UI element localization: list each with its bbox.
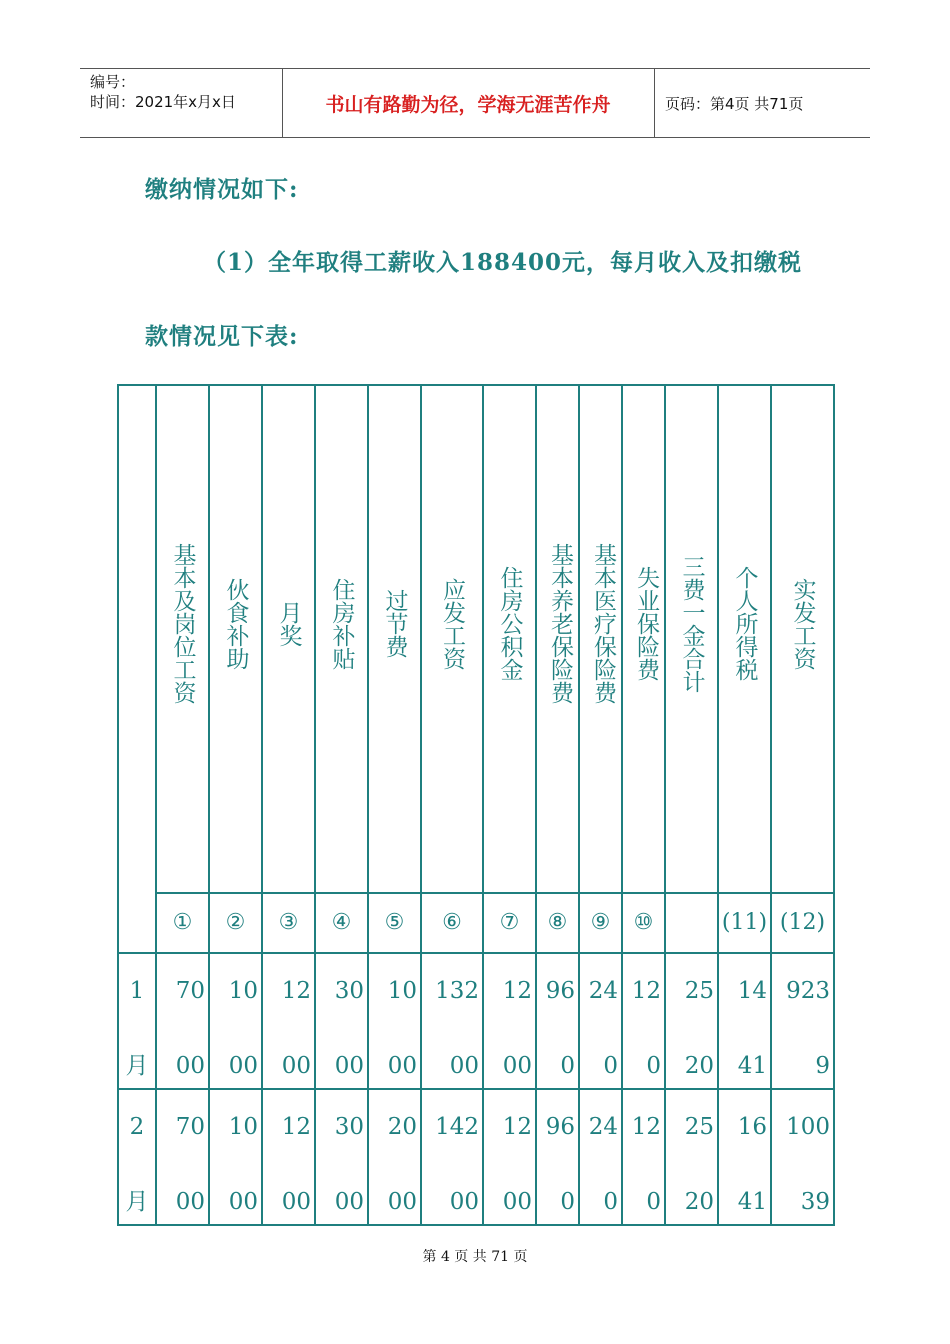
table-cell (368, 953, 421, 1089)
column-header-label: 过节费 (381, 589, 408, 658)
table-cell (368, 1089, 421, 1225)
table-row (118, 1089, 834, 1225)
cell-value-part: 10 (387, 978, 417, 1004)
cell-value-part: 00 (502, 1053, 532, 1079)
column-number: (11) (718, 893, 771, 953)
cell-value-part: 00 (175, 1053, 205, 1079)
column-header-label: 基本养老保险费 (547, 543, 573, 704)
table-cell (421, 953, 483, 1089)
paragraph-line-1: 缴纳情况如下: (145, 176, 299, 203)
table-cell (771, 953, 834, 1089)
cell-value-part: 00 (228, 1053, 258, 1079)
column-number: ⑤ (368, 893, 421, 953)
cell-value-part: 0 (560, 1189, 575, 1215)
table-cell (209, 1089, 262, 1225)
column-header (368, 385, 421, 893)
table-cell (483, 953, 536, 1089)
column-header-label: 基本医疗保险费 (590, 543, 616, 704)
cell-value-part: 0 (603, 1189, 618, 1215)
column-header (421, 385, 483, 893)
cell-value-part: 25 (684, 1114, 714, 1140)
column-number: (12) (771, 893, 834, 953)
cell-value-part: 0 (603, 1053, 618, 1079)
cell-value-part: 24 (588, 978, 618, 1004)
column-header (536, 385, 579, 893)
column-number: ⑩ (622, 893, 665, 953)
cell-value-part: 96 (545, 978, 575, 1004)
table-cell (156, 1089, 209, 1225)
table-cell (718, 1089, 771, 1225)
column-header-label: 住房公积金 (496, 566, 523, 681)
cell-value-part: 00 (228, 1189, 258, 1215)
cell-value-part: 12 (631, 978, 661, 1004)
cell-value-part: 00 (334, 1189, 364, 1215)
cell-value-part: 00 (387, 1189, 417, 1215)
table-cell (536, 1089, 579, 1225)
table-cell (536, 953, 579, 1089)
cell-value-part: 70 (175, 1114, 205, 1140)
cell-value-part: 16 (737, 1114, 767, 1140)
cell-value-part: 9 (815, 1053, 830, 1079)
cell-value-part: 41 (737, 1053, 767, 1079)
column-header (579, 385, 622, 893)
cell-value-part: 923 (786, 978, 830, 1004)
column-number: ⑧ (536, 893, 579, 953)
cell-value-part: 00 (449, 1053, 479, 1079)
cell-value-part: 00 (387, 1053, 417, 1079)
column-header-label: 失业保险费 (633, 566, 659, 681)
cell-value-part: 00 (449, 1189, 479, 1215)
column-number: ⑥ (421, 893, 483, 953)
table-corner-cell (118, 385, 156, 953)
cell-value-part: 96 (545, 1114, 575, 1140)
column-header (622, 385, 665, 893)
cell-value-part: 100 (786, 1114, 830, 1140)
column-number (665, 893, 718, 953)
paragraph-line-2: （1）全年取得工薪收入188400元，每月收入及扣缴税 (203, 249, 803, 276)
cell-value-part: 12 (281, 978, 311, 1004)
doc-time-label: 时间：2021年x月x日 (90, 93, 236, 111)
column-header-label: 个人所得税 (731, 566, 758, 681)
column-header-label: 实发工资 (789, 577, 816, 670)
column-header-label: 住房补贴 (328, 577, 355, 670)
cell-value-part: 10 (228, 978, 258, 1004)
column-number: ① (156, 893, 209, 953)
table-cell (579, 953, 622, 1089)
table-cell (718, 953, 771, 1089)
cell-value-part: 25 (684, 978, 714, 1004)
column-number: ③ (262, 893, 315, 953)
page-header (80, 68, 870, 138)
cell-value-part: 30 (334, 1114, 364, 1140)
column-header (483, 385, 536, 893)
table-cell (579, 1089, 622, 1225)
table-cell (421, 1089, 483, 1225)
cell-value-part: 30 (334, 978, 364, 1004)
table-cell (622, 953, 665, 1089)
month-label-part: 月 (125, 1189, 149, 1215)
cell-value-part: 0 (560, 1053, 575, 1079)
cell-value-part: 20 (684, 1189, 714, 1215)
cell-value-part: 00 (502, 1189, 532, 1215)
cell-value-part: 12 (281, 1114, 311, 1140)
month-label-part: 2 (129, 1114, 145, 1140)
cell-value-part: 24 (588, 1114, 618, 1140)
table-cell (771, 1089, 834, 1225)
column-header (665, 385, 718, 893)
column-header-label: 基本及岗位工资 (169, 543, 196, 704)
cell-value-part: 12 (502, 978, 532, 1004)
column-header (209, 385, 262, 893)
header-meta (80, 69, 283, 137)
table-cell (622, 1089, 665, 1225)
cell-value-part: 20 (387, 1114, 417, 1140)
column-number: ⑨ (579, 893, 622, 953)
table-cell (483, 1089, 536, 1225)
column-header (262, 385, 315, 893)
cell-value-part: 41 (737, 1189, 767, 1215)
cell-value-part: 00 (281, 1189, 311, 1215)
cell-value-part: 12 (631, 1114, 661, 1140)
month-cell (118, 1089, 156, 1225)
cell-value-part: 132 (435, 978, 479, 1004)
table-cell (665, 953, 718, 1089)
cell-value-part: 0 (646, 1189, 661, 1215)
cell-value-part: 12 (502, 1114, 532, 1140)
cell-value-part: 00 (281, 1053, 311, 1079)
header-page-label: 页码：第4页 共71页 (665, 94, 804, 113)
table-cell (262, 953, 315, 1089)
cell-value-part: 14 (737, 978, 767, 1004)
header-motto: 书山有路勤为径，学海无涯苦作舟 (282, 69, 655, 137)
table-cell (665, 1089, 718, 1225)
column-header (315, 385, 368, 893)
column-header-label: 应发工资 (439, 577, 465, 670)
cell-value-part: 70 (175, 978, 205, 1004)
salary-table (117, 384, 835, 1226)
month-label-part: 月 (125, 1053, 149, 1079)
column-number: ④ (315, 893, 368, 953)
cell-value-part: 0 (646, 1053, 661, 1079)
column-header (156, 385, 209, 893)
month-cell (118, 953, 156, 1089)
page-footer: 第 4 页 共 71 页 (422, 1249, 528, 1265)
month-label-part: 1 (129, 978, 145, 1004)
table-row (118, 953, 834, 1089)
column-header (718, 385, 771, 893)
column-header-label: 三费一金合计 (678, 554, 705, 693)
table-cell (315, 1089, 368, 1225)
table-cell (315, 953, 368, 1089)
table-cell (209, 953, 262, 1089)
column-number: ⑦ (483, 893, 536, 953)
table-cell (262, 1089, 315, 1225)
column-header-label: 伙食补助 (222, 577, 249, 670)
column-header-label: 月奖 (275, 600, 302, 647)
paragraph-line-3: 款情况见下表: (145, 323, 299, 350)
column-number: ② (209, 893, 262, 953)
cell-value-part: 00 (334, 1053, 364, 1079)
cell-value-part: 20 (684, 1053, 714, 1079)
cell-value-part: 142 (435, 1114, 479, 1140)
cell-value-part: 00 (175, 1189, 205, 1215)
column-header (771, 385, 834, 893)
table-cell (156, 953, 209, 1089)
cell-value-part: 10 (228, 1114, 258, 1140)
cell-value-part: 39 (800, 1189, 830, 1215)
doc-number-label: 编号： (90, 73, 136, 91)
